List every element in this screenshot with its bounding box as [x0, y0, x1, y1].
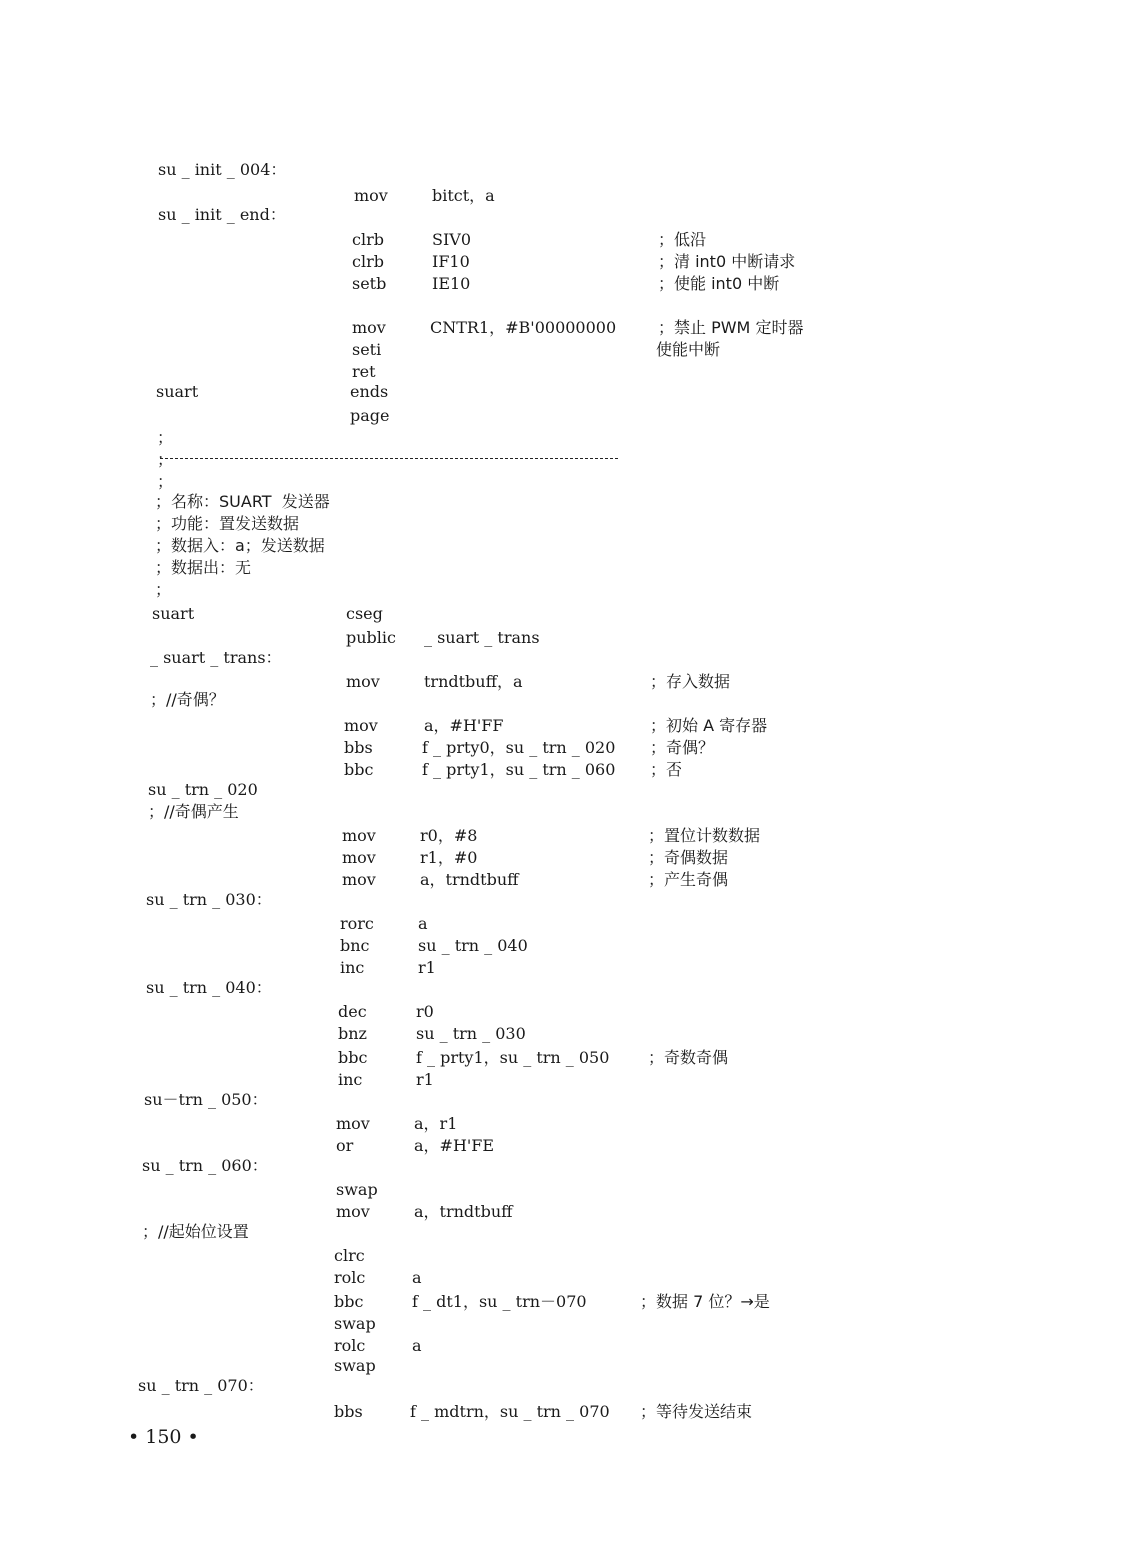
code-mnemonic: mov [336, 1114, 370, 1133]
code-operand: f _ dt1，su _ trn－070 [412, 1292, 587, 1311]
code-line [0, 1314, 1122, 1336]
code-operand: su _ trn _ 040 [418, 936, 528, 955]
code-label: su _ trn _ 070： [138, 1376, 264, 1395]
code-line [0, 362, 1122, 384]
code-mnemonic: bnz [338, 1024, 367, 1043]
code-mnemonic: ret [352, 362, 376, 381]
code-line [0, 580, 1122, 602]
code-line [0, 340, 1122, 362]
code-mnemonic: mov [344, 716, 378, 735]
code-mnemonic: mov [346, 672, 380, 691]
code-operand: bitct，a [432, 186, 495, 205]
code-operand: f _ prty1，su _ trn _ 050 [416, 1048, 610, 1067]
code-mnemonic: mov [342, 848, 376, 867]
code-line [0, 1202, 1122, 1224]
code-mnemonic: swap [334, 1314, 376, 1333]
code-mnemonic: inc [338, 1070, 363, 1089]
code-operand: a [412, 1336, 422, 1355]
code-comment: 使能中断 [656, 340, 721, 359]
code-line [0, 604, 1122, 626]
code-line [0, 1136, 1122, 1158]
code-line [0, 690, 1122, 712]
code-line [0, 1336, 1122, 1358]
code-mnemonic: mov [352, 318, 386, 337]
code-operand: f _ prty0，su _ trn _ 020 [422, 738, 616, 757]
code-operand: a [412, 1268, 422, 1287]
code-label: su－trn _ 050： [144, 1090, 268, 1109]
code-mnemonic: mov [342, 870, 376, 889]
code-operand: a，r1 [414, 1114, 458, 1133]
code-mnemonic: or [336, 1136, 354, 1155]
code-operand: r0 [416, 1002, 434, 1021]
code-line [0, 780, 1122, 802]
code-line [0, 514, 1122, 536]
code-line [0, 716, 1122, 738]
code-line [0, 492, 1122, 514]
code-line [0, 382, 1122, 404]
code-mnemonic: swap [336, 1180, 378, 1199]
code-label: su _ trn _ 040： [146, 978, 272, 997]
code-line [0, 450, 1122, 472]
code-mnemonic: mov [354, 186, 388, 205]
code-line [0, 428, 1122, 450]
code-line [0, 1024, 1122, 1046]
code-mnemonic: bnc [340, 936, 370, 955]
code-label: suart [152, 604, 195, 623]
code-line [0, 890, 1122, 912]
code-mnemonic: dec [338, 1002, 367, 1021]
code-comment: ；初始 A 寄存器 [650, 716, 768, 735]
code-operand: IE10 [432, 274, 471, 293]
code-line [0, 1048, 1122, 1070]
code-line [0, 1356, 1122, 1378]
code-line [0, 472, 1122, 494]
code-mnemonic: cseg [346, 604, 383, 623]
code-label: ； [155, 580, 172, 599]
code-label: ； [157, 428, 174, 447]
code-operand: a，trndtbuff [420, 870, 519, 889]
code-label: su _ init _ end： [158, 205, 286, 224]
code-line [0, 628, 1122, 650]
page-number: • 150 • [128, 1426, 199, 1448]
code-comment: ；清 int0 中断请求 [658, 252, 796, 271]
code-line [0, 558, 1122, 580]
code-mnemonic: bbc [344, 760, 374, 779]
code-label: ；//奇偶？ [150, 690, 225, 709]
code-operand: r1，#0 [420, 848, 478, 867]
code-line [0, 958, 1122, 980]
code-comment: ；存入数据 [650, 672, 731, 691]
code-line [0, 1114, 1122, 1136]
code-comment: ；奇偶？ [650, 738, 715, 757]
code-comment: ；使能 int0 中断 [658, 274, 780, 293]
code-line [0, 1002, 1122, 1024]
code-line [0, 274, 1122, 296]
code-comment: ；禁止 PWM 定时器 [658, 318, 804, 337]
code-mnemonic: rorc [340, 914, 374, 933]
code-label: su _ trn _ 030： [146, 890, 272, 909]
code-line [0, 318, 1122, 340]
code-operand: su _ trn _ 030 [416, 1024, 526, 1043]
code-mnemonic: bbs [334, 1402, 363, 1421]
code-mnemonic: setb [352, 274, 387, 293]
code-line [0, 205, 1122, 227]
code-operand: f _ mdtrn，su _ trn _ 070 [410, 1402, 610, 1421]
code-mnemonic: swap [334, 1356, 376, 1375]
code-line [0, 1268, 1122, 1290]
code-line [0, 1090, 1122, 1112]
code-mnemonic: bbc [334, 1292, 364, 1311]
code-operand: _ suart _ trans [424, 628, 540, 647]
code-label: su _ trn _ 020 [148, 780, 258, 799]
code-operand: r1 [416, 1070, 434, 1089]
code-comment: ；低沿 [658, 230, 707, 249]
code-comment: ；等待发送结束 [640, 1402, 753, 1421]
code-line [0, 936, 1122, 958]
code-line [0, 978, 1122, 1000]
code-label: ；数据出：无 [155, 558, 252, 577]
code-mnemonic: clrb [352, 252, 384, 271]
code-line [0, 826, 1122, 848]
code-line [0, 870, 1122, 892]
code-label: su _ trn _ 060： [142, 1156, 268, 1175]
code-operand: a，#H'FF [424, 716, 504, 735]
code-label: _ suart _ trans： [150, 648, 282, 667]
code-mnemonic: rolc [334, 1268, 366, 1287]
code-line [0, 536, 1122, 558]
code-operand: a，#H'FE [414, 1136, 495, 1155]
code-mnemonic: public [346, 628, 396, 647]
code-mnemonic: seti [352, 340, 382, 359]
code-line [0, 1246, 1122, 1268]
code-line [0, 1222, 1122, 1244]
code-line [0, 760, 1122, 782]
code-line [0, 406, 1122, 428]
code-label: ；数据入：a；发送数据 [155, 536, 325, 555]
code-line [0, 738, 1122, 760]
code-line [0, 1402, 1122, 1424]
code-operand: trndtbuff，a [424, 672, 523, 691]
code-line [0, 252, 1122, 274]
code-mnemonic: mov [342, 826, 376, 845]
code-mnemonic: page [350, 406, 390, 425]
code-comment: ；置位计数数据 [648, 826, 761, 845]
code-line [0, 648, 1122, 670]
code-mnemonic: bbs [344, 738, 373, 757]
code-operand: SIV0 [432, 230, 472, 249]
code-line [0, 1180, 1122, 1202]
code-operand: IF10 [432, 252, 470, 271]
code-label: su _ init _ 004： [158, 160, 287, 179]
code-label: ； [157, 472, 174, 491]
code-comment: ；否 [650, 760, 683, 779]
code-mnemonic: rolc [334, 1336, 366, 1355]
code-comment: ；产生奇偶 [648, 870, 729, 889]
code-operand: a，trndtbuff [414, 1202, 513, 1221]
code-operand: a [418, 914, 428, 933]
code-mnemonic: mov [336, 1202, 370, 1221]
code-comment: ；数据 7 位？→是 [640, 1292, 770, 1311]
code-comment: ；奇偶数据 [648, 848, 729, 867]
code-mnemonic: bbc [338, 1048, 368, 1067]
code-line [0, 1070, 1122, 1092]
code-label: ；//奇偶产生 [148, 802, 239, 821]
code-label: ；功能：置发送数据 [155, 514, 300, 533]
code-line [0, 1292, 1122, 1314]
code-mnemonic: clrc [334, 1246, 365, 1265]
code-operand: CNTR1，#B'00000000 [430, 318, 617, 337]
code-line [0, 230, 1122, 252]
code-line [0, 914, 1122, 936]
code-comment: ；奇数奇偶 [648, 1048, 729, 1067]
code-line [0, 1156, 1122, 1178]
code-mnemonic: clrb [352, 230, 384, 249]
code-operand: r1 [418, 958, 436, 977]
code-label: ； [157, 450, 174, 469]
code-label: ；//起始位设置 [142, 1222, 249, 1241]
code-label: suart [156, 382, 199, 401]
code-operand: r0，#8 [420, 826, 478, 845]
code-mnemonic: inc [340, 958, 365, 977]
code-line [0, 848, 1122, 870]
code-line [0, 802, 1122, 824]
code-mnemonic: ends [350, 382, 389, 401]
code-operand: f _ prty1，su _ trn _ 060 [422, 760, 616, 779]
code-line [0, 160, 1122, 182]
code-label: ；名称：SUART 发送器 [155, 492, 330, 511]
code-line [0, 1376, 1122, 1398]
